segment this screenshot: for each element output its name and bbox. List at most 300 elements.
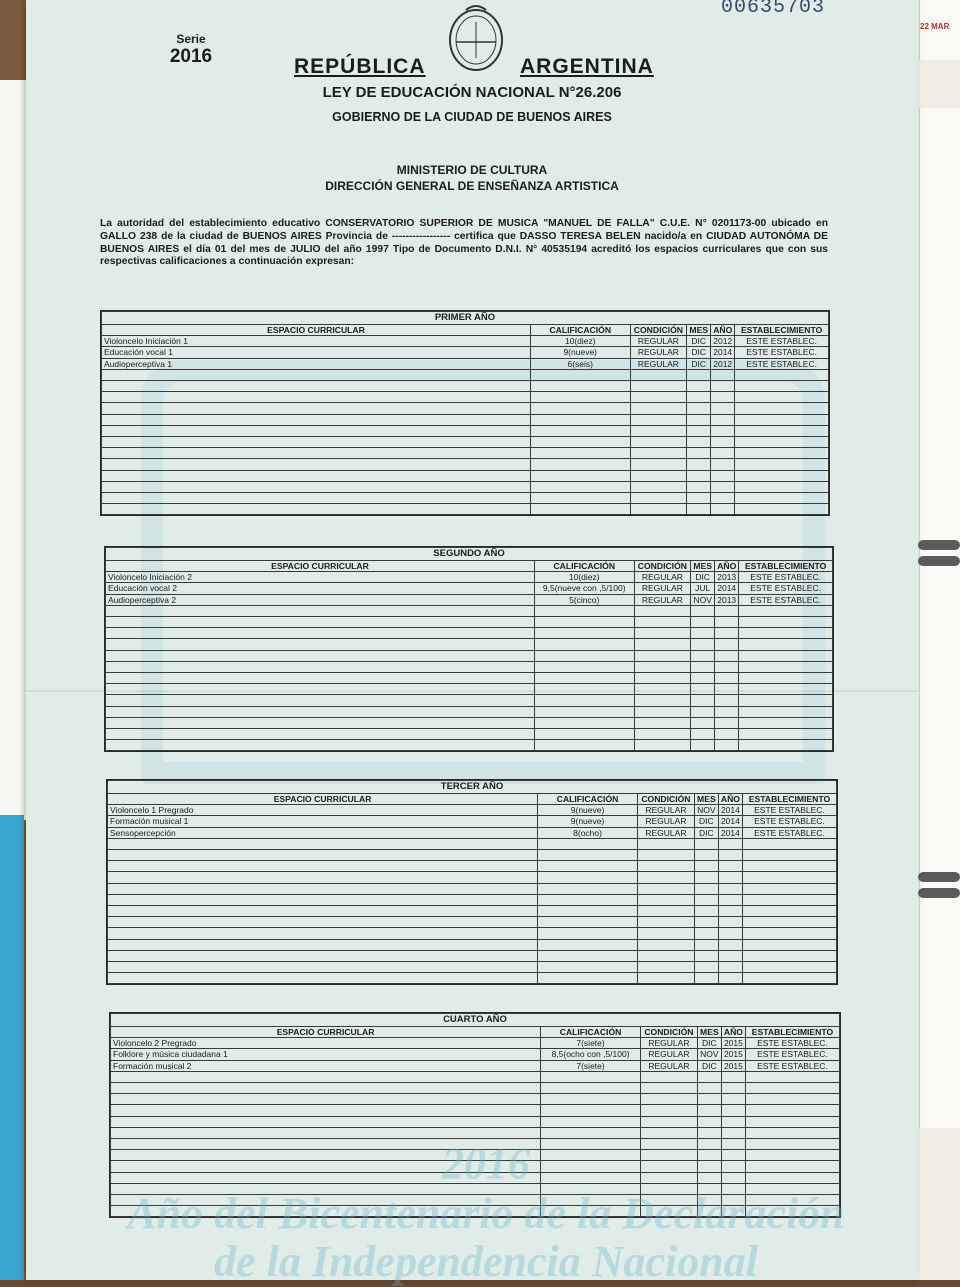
empty-cell: [715, 650, 739, 661]
empty-cell: [108, 872, 538, 883]
empty-cell: [102, 504, 531, 515]
empty-row: [111, 1083, 840, 1094]
empty-cell: [530, 392, 630, 403]
empty-cell: [739, 617, 833, 628]
empty-cell: [735, 369, 829, 380]
empty-cell: [711, 403, 735, 414]
header-espacio: ESPACIO CURRICULAR: [111, 1027, 541, 1038]
empty-row: [106, 695, 833, 706]
header-establecimiento: ESTABLECIMIENTO: [735, 325, 829, 336]
header-anio: AÑO: [715, 561, 739, 572]
subject-cell: Audioperceptiva 2: [106, 594, 535, 605]
empty-cell: [634, 650, 691, 661]
empty-cell: [687, 448, 711, 459]
empty-cell: [739, 728, 833, 739]
empty-cell: [534, 617, 634, 628]
empty-cell: [106, 717, 535, 728]
empty-cell: [102, 481, 531, 492]
empty-row: [102, 470, 829, 481]
month-cell: DIC: [687, 336, 711, 347]
table-row: [108, 805, 837, 816]
month-cell: DIC: [694, 827, 718, 838]
empty-cell: [745, 1127, 839, 1138]
empty-cell: [106, 740, 535, 751]
condition-cell: REGULAR: [640, 1049, 697, 1060]
year-cell: 2014: [718, 827, 742, 838]
empty-row: [106, 628, 833, 639]
empty-cell: [637, 961, 694, 972]
empty-cell: [634, 706, 691, 717]
empty-cell: [694, 961, 718, 972]
empty-cell: [534, 728, 634, 739]
empty-row: [111, 1071, 840, 1082]
empty-cell: [697, 1105, 721, 1116]
empty-cell: [711, 392, 735, 403]
condition-cell: REGULAR: [640, 1038, 697, 1049]
empty-row: [111, 1116, 840, 1127]
empty-cell: [634, 661, 691, 672]
watermark-year: 2016: [442, 1139, 530, 1188]
empty-row: [102, 436, 829, 447]
empty-cell: [102, 492, 531, 503]
empty-cell: [715, 717, 739, 728]
place-cell: ESTE ESTABLEC.: [742, 805, 836, 816]
empty-cell: [102, 414, 531, 425]
empty-cell: [538, 928, 638, 939]
empty-cell: [721, 1116, 745, 1127]
month-cell: DIC: [691, 572, 715, 583]
desk-right: [915, 0, 960, 1280]
subject-cell: Audioperceptiva 1: [102, 358, 531, 369]
empty-row: [108, 961, 837, 972]
empty-cell: [711, 459, 735, 470]
place-cell: ESTE ESTABLEC.: [745, 1049, 839, 1060]
empty-cell: [694, 850, 718, 861]
place-cell: ESTE ESTABLEC.: [742, 816, 836, 827]
empty-cell: [745, 1094, 839, 1105]
condition-cell: REGULAR: [637, 827, 694, 838]
empty-cell: [541, 1116, 641, 1127]
empty-cell: [637, 894, 694, 905]
certificate-document: [26, 0, 918, 1286]
grade-cell: 10(diez): [530, 336, 630, 347]
empty-cell: [640, 1083, 697, 1094]
empty-cell: [739, 672, 833, 683]
empty-cell: [687, 414, 711, 425]
year-cell: 2014: [718, 816, 742, 827]
empty-cell: [530, 448, 630, 459]
empty-cell: [687, 381, 711, 392]
empty-cell: [108, 861, 538, 872]
empty-cell: [691, 706, 715, 717]
grade-cell: 9(nueve): [538, 805, 638, 816]
empty-row: [108, 838, 837, 849]
empty-cell: [711, 414, 735, 425]
condition-cell: REGULAR: [630, 358, 687, 369]
binder-ring: [918, 872, 960, 882]
grade-cell: 8,5(ocho con ,5/100): [541, 1049, 641, 1060]
left-blue-folder: [0, 815, 24, 1280]
empty-cell: [715, 628, 739, 639]
empty-cell: [637, 905, 694, 916]
empty-cell: [742, 883, 836, 894]
place-cell: ESTE ESTABLEC.: [745, 1038, 839, 1049]
empty-cell: [742, 961, 836, 972]
empty-cell: [691, 605, 715, 616]
condition-cell: REGULAR: [630, 347, 687, 358]
empty-cell: [742, 838, 836, 849]
empty-cell: [691, 684, 715, 695]
empty-cell: [640, 1116, 697, 1127]
empty-cell: [742, 928, 836, 939]
header-espacio: ESPACIO CURRICULAR: [108, 794, 538, 805]
empty-cell: [640, 1127, 697, 1138]
grades-table: [107, 780, 837, 984]
place-cell: ESTE ESTABLEC.: [735, 358, 829, 369]
serie-block: [156, 32, 226, 68]
empty-cell: [640, 1105, 697, 1116]
empty-cell: [687, 492, 711, 503]
gobierno-title: GOBIERNO DE LA CIUDAD DE BUENOS AIRES: [332, 110, 612, 124]
month-cell: DIC: [694, 816, 718, 827]
empty-cell: [530, 481, 630, 492]
empty-cell: [630, 459, 687, 470]
empty-cell: [742, 850, 836, 861]
subject-cell: Formación musical 2: [111, 1060, 541, 1071]
year-cell: 2013: [715, 594, 739, 605]
empty-cell: [630, 470, 687, 481]
year-cell: 2014: [715, 583, 739, 594]
header-calificacion: CALIFICACIÓN: [530, 325, 630, 336]
notebook-paper: [919, 108, 960, 1128]
header-mes: MES: [697, 1027, 721, 1038]
empty-row: [102, 481, 829, 492]
binder-ring: [918, 556, 960, 566]
empty-row: [106, 605, 833, 616]
empty-row: [108, 973, 837, 984]
place-cell: ESTE ESTABLEC.: [739, 594, 833, 605]
binder-ring: [918, 540, 960, 550]
empty-cell: [530, 403, 630, 414]
empty-cell: [691, 717, 715, 728]
empty-cell: [637, 950, 694, 961]
empty-cell: [735, 448, 829, 459]
empty-cell: [691, 672, 715, 683]
empty-cell: [735, 414, 829, 425]
empty-row: [102, 414, 829, 425]
empty-cell: [739, 628, 833, 639]
empty-cell: [715, 740, 739, 751]
empty-cell: [106, 672, 535, 683]
subject-cell: Violoncelo Iniciación 2: [106, 572, 535, 583]
empty-cell: [637, 850, 694, 861]
header-condicion: CONDICIÓN: [630, 325, 687, 336]
header-espacio: ESPACIO CURRICULAR: [102, 325, 531, 336]
empty-cell: [721, 1127, 745, 1138]
empty-cell: [534, 684, 634, 695]
subject-cell: Violoncelo 2 Pregrado: [111, 1038, 541, 1049]
empty-cell: [739, 684, 833, 695]
empty-cell: [697, 1071, 721, 1082]
empty-cell: [108, 939, 538, 950]
table-row: [108, 816, 837, 827]
empty-cell: [534, 639, 634, 650]
place-cell: ESTE ESTABLEC.: [735, 336, 829, 347]
empty-cell: [711, 492, 735, 503]
subject-cell: Educación vocal 2: [106, 583, 535, 594]
empty-cell: [697, 1127, 721, 1138]
month-cell: JUL: [691, 583, 715, 594]
header-mes: MES: [694, 794, 718, 805]
empty-cell: [715, 605, 739, 616]
table-row: [108, 827, 837, 838]
table-row: [102, 347, 829, 358]
empty-cell: [691, 728, 715, 739]
empty-cell: [735, 459, 829, 470]
table-row: [106, 594, 833, 605]
empty-cell: [106, 617, 535, 628]
table-row: [106, 583, 833, 594]
empty-cell: [715, 639, 739, 650]
empty-cell: [711, 448, 735, 459]
empty-cell: [718, 905, 742, 916]
header-mes: MES: [687, 325, 711, 336]
empty-cell: [637, 928, 694, 939]
empty-cell: [715, 672, 739, 683]
empty-cell: [742, 905, 836, 916]
empty-row: [106, 684, 833, 695]
year-cell: 2015: [721, 1049, 745, 1060]
table-row: [102, 358, 829, 369]
year-section: [104, 546, 834, 752]
empty-cell: [102, 436, 531, 447]
header-calificacion: CALIFICACIÓN: [534, 561, 634, 572]
empty-cell: [711, 436, 735, 447]
header-establecimiento: ESTABLECIMIENTO: [739, 561, 833, 572]
empty-cell: [694, 838, 718, 849]
empty-cell: [637, 883, 694, 894]
empty-row: [111, 1094, 840, 1105]
empty-cell: [694, 883, 718, 894]
empty-row: [106, 728, 833, 739]
empty-cell: [630, 504, 687, 515]
empty-cell: [634, 695, 691, 706]
table-row: [111, 1049, 840, 1060]
empty-cell: [745, 1105, 839, 1116]
empty-row: [102, 381, 829, 392]
empty-cell: [694, 861, 718, 872]
empty-cell: [541, 1105, 641, 1116]
empty-cell: [687, 504, 711, 515]
empty-row: [108, 883, 837, 894]
empty-row: [111, 1105, 840, 1116]
empty-cell: [106, 661, 535, 672]
empty-cell: [541, 1071, 641, 1082]
empty-cell: [111, 1094, 541, 1105]
year-title: TERCER AÑO: [108, 781, 837, 794]
empty-cell: [630, 425, 687, 436]
empty-cell: [541, 1083, 641, 1094]
empty-cell: [711, 381, 735, 392]
place-cell: ESTE ESTABLEC.: [735, 347, 829, 358]
empty-cell: [538, 917, 638, 928]
table-row: [106, 572, 833, 583]
header-calificacion: CALIFICACIÓN: [538, 794, 638, 805]
empty-cell: [102, 392, 531, 403]
empty-cell: [534, 672, 634, 683]
empty-cell: [691, 650, 715, 661]
empty-cell: [718, 950, 742, 961]
empty-cell: [534, 695, 634, 706]
header-calificacion: CALIFICACIÓN: [541, 1027, 641, 1038]
empty-cell: [634, 728, 691, 739]
empty-cell: [718, 917, 742, 928]
empty-cell: [745, 1083, 839, 1094]
empty-row: [108, 939, 837, 950]
empty-cell: [637, 939, 694, 950]
year-cell: 2015: [721, 1038, 745, 1049]
empty-cell: [111, 1105, 541, 1116]
empty-cell: [538, 861, 638, 872]
empty-cell: [106, 728, 535, 739]
empty-cell: [742, 894, 836, 905]
empty-cell: [106, 706, 535, 717]
empty-cell: [102, 403, 531, 414]
grade-cell: 9(nueve): [530, 347, 630, 358]
empty-cell: [108, 961, 538, 972]
empty-cell: [735, 392, 829, 403]
grade-cell: 7(siete): [541, 1038, 641, 1049]
empty-cell: [538, 939, 638, 950]
empty-cell: [106, 650, 535, 661]
calendar-date: 22 MAR: [920, 22, 950, 31]
empty-cell: [694, 950, 718, 961]
header-condicion: CONDICIÓN: [637, 794, 694, 805]
empty-cell: [106, 684, 535, 695]
empty-cell: [530, 504, 630, 515]
empty-cell: [718, 872, 742, 883]
empty-cell: [102, 448, 531, 459]
empty-cell: [630, 403, 687, 414]
republica-text: REPÚBLICA: [294, 55, 426, 78]
empty-cell: [715, 728, 739, 739]
empty-row: [106, 617, 833, 628]
empty-cell: [541, 1094, 641, 1105]
empty-cell: [687, 403, 711, 414]
empty-cell: [538, 905, 638, 916]
empty-cell: [715, 661, 739, 672]
empty-cell: [534, 740, 634, 751]
watermark-line2: de la Independencia Nacional: [214, 1237, 758, 1286]
empty-row: [108, 950, 837, 961]
empty-cell: [106, 639, 535, 650]
empty-cell: [697, 1094, 721, 1105]
empty-row: [102, 504, 829, 515]
empty-cell: [102, 381, 531, 392]
empty-cell: [718, 939, 742, 950]
empty-cell: [538, 883, 638, 894]
empty-row: [102, 425, 829, 436]
condition-cell: REGULAR: [637, 805, 694, 816]
serie-label: Serie: [176, 32, 206, 46]
empty-cell: [634, 605, 691, 616]
empty-cell: [742, 872, 836, 883]
grade-cell: 7(siete): [541, 1060, 641, 1071]
empty-cell: [530, 381, 630, 392]
condition-cell: REGULAR: [640, 1060, 697, 1071]
empty-row: [108, 861, 837, 872]
empty-row: [108, 894, 837, 905]
calendar-paper: [919, 0, 960, 60]
month-cell: NOV: [691, 594, 715, 605]
header-mes: MES: [691, 561, 715, 572]
empty-cell: [742, 939, 836, 950]
empty-cell: [691, 617, 715, 628]
year-cell: 2012: [711, 358, 735, 369]
empty-cell: [691, 695, 715, 706]
empty-cell: [735, 492, 829, 503]
empty-row: [106, 717, 833, 728]
empty-cell: [630, 492, 687, 503]
empty-cell: [745, 1071, 839, 1082]
empty-cell: [735, 504, 829, 515]
empty-cell: [634, 639, 691, 650]
empty-cell: [711, 481, 735, 492]
empty-cell: [687, 425, 711, 436]
empty-cell: [108, 905, 538, 916]
empty-cell: [538, 894, 638, 905]
empty-cell: [742, 917, 836, 928]
empty-cell: [718, 850, 742, 861]
table-row: [111, 1038, 840, 1049]
serie-year: 2016: [169, 46, 213, 67]
empty-cell: [691, 639, 715, 650]
year-section: [106, 779, 838, 985]
empty-cell: [721, 1094, 745, 1105]
empty-cell: [637, 973, 694, 984]
empty-cell: [687, 369, 711, 380]
empty-cell: [108, 883, 538, 894]
grade-cell: 9(nueve): [538, 816, 638, 827]
header-espacio: ESPACIO CURRICULAR: [106, 561, 535, 572]
certification-paragraph: La autoridad del establecimiento educativo CONSERVATORIO SUPERIOR DE MUSICA "MANUEL DE FALLA" C.U.E. N° 0201173-00 ubicado en GALLO 238 de la ciudad de BUENOS AIRES Provincia de ----------------- certifica que DASSO TERESA BELEN nacido/a en CIUDAD AUTONÓMA DE BUENOS AIRES el día 01 del mes de JULIO del año 1997 Tipo de Documento D.N.I. N° 40535194 acreditó los espacios curriculares que con sus respectivas calificaciones a continuación expresan:: [100, 218, 828, 268]
empty-cell: [108, 950, 538, 961]
empty-cell: [111, 1127, 541, 1138]
empty-cell: [538, 950, 638, 961]
empty-cell: [538, 838, 638, 849]
year-cell: 2014: [718, 805, 742, 816]
direccion-title: DIRECCIÓN GENERAL DE ENSEÑANZA ARTISTICA: [325, 179, 619, 193]
empty-cell: [694, 973, 718, 984]
subject-cell: Folklore y música ciudadana 1: [111, 1049, 541, 1060]
condition-cell: REGULAR: [634, 572, 691, 583]
empty-cell: [111, 1116, 541, 1127]
table-row: [102, 336, 829, 347]
empty-cell: [102, 425, 531, 436]
empty-cell: [640, 1071, 697, 1082]
empty-cell: [102, 369, 531, 380]
empty-cell: [534, 650, 634, 661]
empty-cell: [718, 861, 742, 872]
empty-cell: [742, 950, 836, 961]
empty-cell: [534, 628, 634, 639]
empty-cell: [530, 436, 630, 447]
empty-cell: [106, 605, 535, 616]
empty-cell: [745, 1116, 839, 1127]
month-cell: DIC: [687, 347, 711, 358]
empty-cell: [534, 661, 634, 672]
empty-row: [106, 672, 833, 683]
